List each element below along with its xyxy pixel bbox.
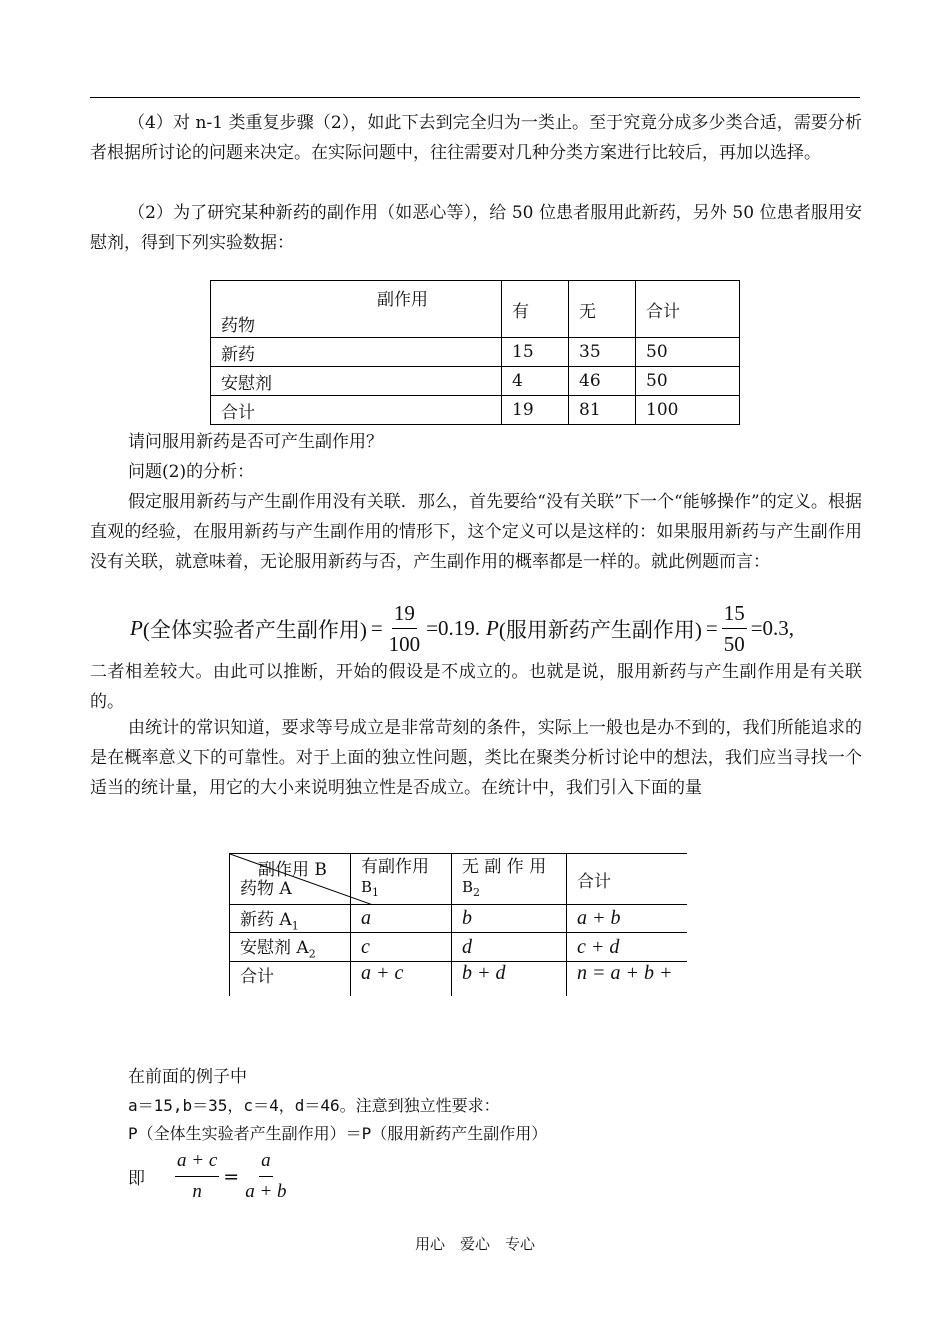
- paragraph-question: 请问服用新药是否可产生副作用？: [128, 432, 383, 452]
- p-symbol: P: [130, 616, 143, 640]
- col-header-b2: [452, 854, 567, 905]
- col-header-b1-symbol: [361, 877, 441, 903]
- table-corner-header: [211, 281, 502, 338]
- equals: =: [223, 1165, 240, 1188]
- p-symbol: P: [486, 616, 499, 640]
- denominator: n: [192, 1181, 202, 1202]
- fraction-right: [243, 1148, 288, 1205]
- cell: 100: [636, 396, 740, 425]
- subscript: 2: [308, 947, 316, 961]
- row-label-text: 安慰剂 A: [240, 938, 309, 959]
- header-drug: 药物: [221, 316, 255, 336]
- paragraph-example: 在前面的例子中: [128, 1067, 247, 1087]
- cell: 50: [636, 338, 740, 367]
- equals: =: [705, 616, 718, 640]
- table-row: [230, 961, 688, 996]
- numerator: a: [259, 1148, 273, 1177]
- fraction-left: [175, 1148, 219, 1205]
- cell-b: b: [452, 905, 567, 933]
- col-header-total: 合计: [636, 281, 740, 338]
- cell-a-plus-b: a + b: [567, 905, 688, 933]
- subscript: 2: [473, 886, 481, 899]
- paragraph-conclusion: 二者相差较大。由此可以推断，开始的假设是不成立的。也就是说，服用新药与产生副作用是有关联的。: [90, 662, 862, 712]
- subscript: 1: [291, 919, 299, 933]
- cell: 4: [502, 367, 569, 396]
- formula-prefix: 即: [128, 1169, 145, 1189]
- paragraph-analysis: 假定服用新药与产生副作用没有关联．那么，首先要给“没有关联”下一个“能够操作”的定义。根据直观的经验，在服用新药与产生副作用的情形下，这个定义可以是这样的：如果服用新药与产生副作用没有关联，就意味着，无论服用新药与否，产生副作用的概率都是一样的。就此例题而言：: [90, 492, 862, 572]
- row-label: 合计: [211, 396, 502, 425]
- row-label-new-drug: [230, 905, 351, 933]
- table-row: [211, 338, 740, 367]
- paragraph-independence: P（全体生实验者产生副作用）＝P（服用新药产生副作用）: [128, 1124, 548, 1143]
- cell: 19: [502, 396, 569, 425]
- row-label: 新药: [211, 338, 502, 367]
- denominator: 100: [388, 632, 421, 656]
- numerator: a + c: [175, 1148, 219, 1177]
- col-header-yes: 有: [502, 281, 569, 338]
- paragraph-statistics: 由统计的常识知道，要求等号成立是非常苛刻的条件，实际上一般也是办不到的，我们所能追求的是在概率意义下的可靠性。对于上面的独立性问题，类比在聚类分析讨论中的想法，我们应当寻找一个适当的统计量，用它的大小来说明独立性是否成立。在统计中，我们引入下面的量: [90, 718, 862, 798]
- header-drug-a: 药物 A: [240, 879, 292, 899]
- col-header-b2-text: 无 副 作 用: [462, 857, 547, 877]
- col-header-total: 合计: [567, 854, 688, 905]
- page-footer: 用心 爱心 专心: [414, 1235, 535, 1253]
- subscript: 1: [372, 886, 380, 899]
- b-symbol: B: [361, 878, 373, 896]
- probability-formula: [130, 600, 794, 657]
- col-header-b2-symbol: [462, 877, 556, 903]
- data-table-side-effects: [210, 280, 740, 425]
- cell: 50: [636, 367, 740, 396]
- contingency-table: [229, 853, 687, 996]
- independence-formula: [128, 1148, 293, 1205]
- col-header-no: 无: [569, 281, 636, 338]
- cell-n: n = a + b +: [567, 961, 688, 996]
- fraction-15-50: [722, 600, 747, 657]
- formula-label-new-drug: (服用新药产生副作用): [498, 617, 702, 642]
- header-rule: [90, 97, 860, 98]
- col-header-b1-text: 有副作用: [361, 857, 429, 877]
- denominator: 50: [723, 632, 745, 656]
- numerator: 15: [722, 600, 747, 629]
- row-label-text: 新药 A: [240, 910, 292, 930]
- cell: 46: [569, 367, 636, 396]
- table-row: [211, 367, 740, 396]
- denominator: a + b: [245, 1181, 287, 1202]
- fraction-19-100: [387, 600, 423, 657]
- table2-corner-header: [230, 854, 351, 905]
- cell: 35: [569, 338, 636, 367]
- header-side-effect: 副作用: [377, 290, 428, 310]
- paragraph-values: a＝15,b＝35，c＝4，d＝46。注意到独立性要求：: [128, 1096, 500, 1115]
- equals: =: [370, 616, 383, 640]
- result-0-19: =0.19.: [426, 616, 481, 640]
- cell-b-plus-d: b + d: [452, 961, 567, 996]
- cell-d: d: [452, 933, 567, 961]
- contingency-table-wrapper: [229, 853, 687, 996]
- row-label: 安慰剂: [211, 367, 502, 396]
- table-row: [230, 933, 688, 961]
- cell-a-plus-c: a + c: [351, 961, 452, 996]
- row-label-placebo: [230, 933, 351, 961]
- table-row: [230, 905, 688, 933]
- cell: 81: [569, 396, 636, 425]
- table-row: [211, 396, 740, 425]
- header-side-effect-b: 副作用 B: [258, 860, 327, 880]
- paragraph-step4: （4）对 n-1 类重复步骤（2），如此下去到完全归为一类止。至于究竟分成多少类合适，需要分析者根据所讨论的问题来决定。在实际问题中，往往需要对几种分类方案进行比较后，再加以选择。: [90, 113, 862, 163]
- row-label-total: 合计: [230, 961, 351, 996]
- b-symbol: B: [462, 878, 474, 896]
- cell-a: a: [351, 905, 452, 933]
- cell-c: c: [351, 933, 452, 961]
- result-0-3: =0.3,: [750, 616, 795, 640]
- numerator: 19: [392, 600, 417, 629]
- formula-label-all: (全体实验者产生副作用): [142, 617, 367, 642]
- paragraph-problem2: （2）为了研究某种新药的副作用（如恶心等），给 50 位患者服用此新药，另外 50 位患者服用安慰剂，得到下列实验数据：: [90, 203, 862, 253]
- paragraph-analysis-title: 问题(2)的分析：: [128, 462, 255, 482]
- cell: 15: [502, 338, 569, 367]
- cell-c-plus-d: c + d: [567, 933, 688, 961]
